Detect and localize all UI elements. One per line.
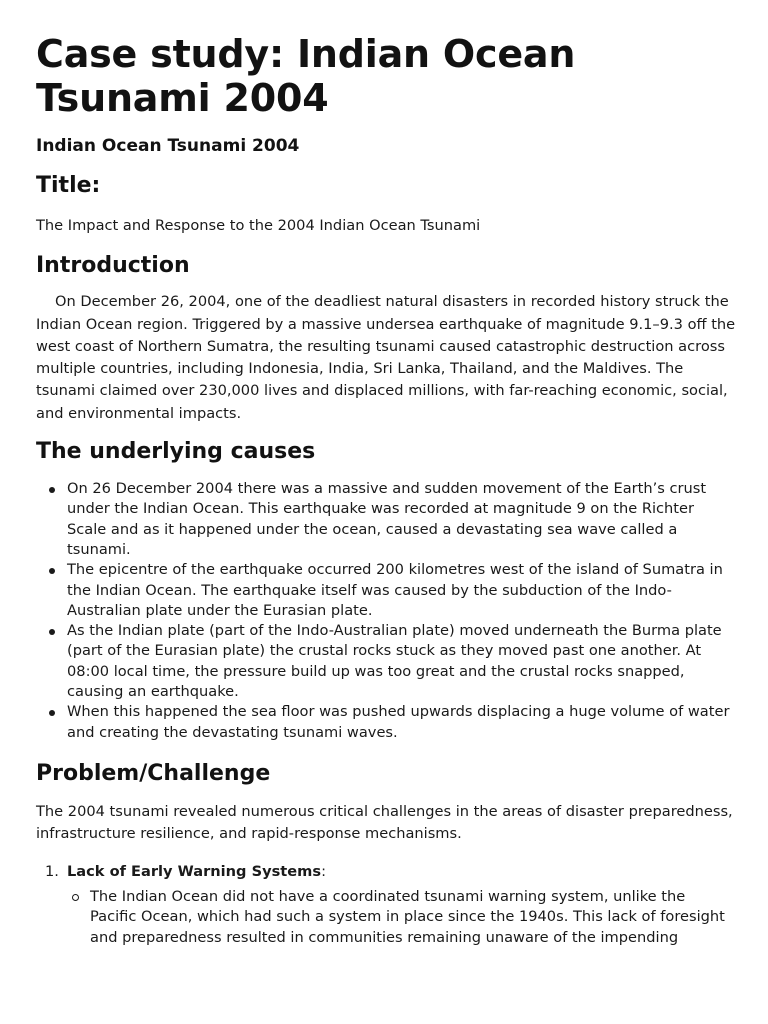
section-heading-introduction: Introduction	[36, 253, 190, 279]
document-subtitle: Indian Ocean Tsunami 2004	[36, 136, 300, 156]
section-heading-problem: Problem/Challenge	[36, 760, 271, 786]
causes-list	[36, 479, 736, 743]
list-item	[90, 887, 736, 949]
introduction-paragraph: On December 26, 2004, one of the deadliest natural disasters in recorded history struck the Indian Ocean region. Triggered by a massive undersea earthquake of magnitude 9.1–9.3 off the west coast of Northern Sumatra, the resulting tsunami caused catastrophic destruction across multiple countries, including Indonesia, India, Sri Lanka, Thailand, and the Maldives. The tsunami claimed over 230,000 lives and displaced millions, with far-reaching economic, social, and environmental impacts.	[36, 293, 736, 422]
cause-text: On 26 December 2004 there was a massive and sudden movement of the Earth’s crust under the Indian Ocean. This earthquake was recorded at magnitude 9 on the Richter Scale and as it happened under the ocean, caused a devastating sea wave called a tsunami.	[67, 480, 707, 558]
bullet-icon	[49, 629, 55, 635]
challenge-detail-text: The Indian Ocean did not have a coordinated tsunami warning system, unlike the Pacific Ocean, which had such a system in place since the 1940s. This lack of foresight and preparedness resulted in communities remaining unaware of the impending	[90, 887, 725, 946]
cause-text: When this happened the sea floor was pushed upwards displacing a huge volume of water and creating the devastating tsunami waves.	[67, 703, 730, 741]
section-heading-causes: The underlying causes	[36, 439, 316, 465]
problem-paragraph: The 2004 tsunami revealed numerous critical challenges in the areas of disaster preparedness, infrastructure resilience, and rapid-response mechanisms.	[36, 802, 733, 843]
bullet-icon	[49, 710, 55, 716]
challenge-sub-list	[67, 887, 736, 949]
challenge-label: Lack of Early Warning Systems	[67, 862, 322, 880]
section-heading-title: Title:	[36, 173, 101, 198]
page-title: Case study: Indian Ocean Tsunami 2004	[36, 32, 576, 120]
challenge-label-suffix: :	[321, 862, 326, 880]
bullet-icon	[49, 487, 55, 493]
list-item	[67, 702, 736, 743]
list-item	[67, 479, 736, 560]
title-text: The Impact and Response to the 2004 Indian Ocean Tsunami	[36, 217, 481, 234]
bullet-icon	[49, 568, 55, 574]
cause-text: As the Indian plate (part of the Indo-Australian plate) moved underneath the Burma plate (part of the Eurasian plate) the crustal rocks stuck as they moved past one another. At 08:00 local time, the pressure build up was too great and the crustal rocks snapped, causing an earthquake.	[67, 622, 722, 701]
list-item	[67, 621, 736, 702]
challenges-list	[36, 862, 736, 949]
list-item	[45, 862, 736, 949]
document-page	[36, 32, 736, 948]
list-number: 1.	[45, 862, 59, 880]
cause-text: The epicentre of the earthquake occurred 200 kilometres west of the island of Sumatra in the Indian Ocean. The earthquake itself was caused by the subduction of the Indo-Australian plate under the Eurasian plate.	[67, 561, 723, 619]
list-item	[67, 560, 736, 621]
hollow-bullet-icon	[72, 894, 79, 901]
